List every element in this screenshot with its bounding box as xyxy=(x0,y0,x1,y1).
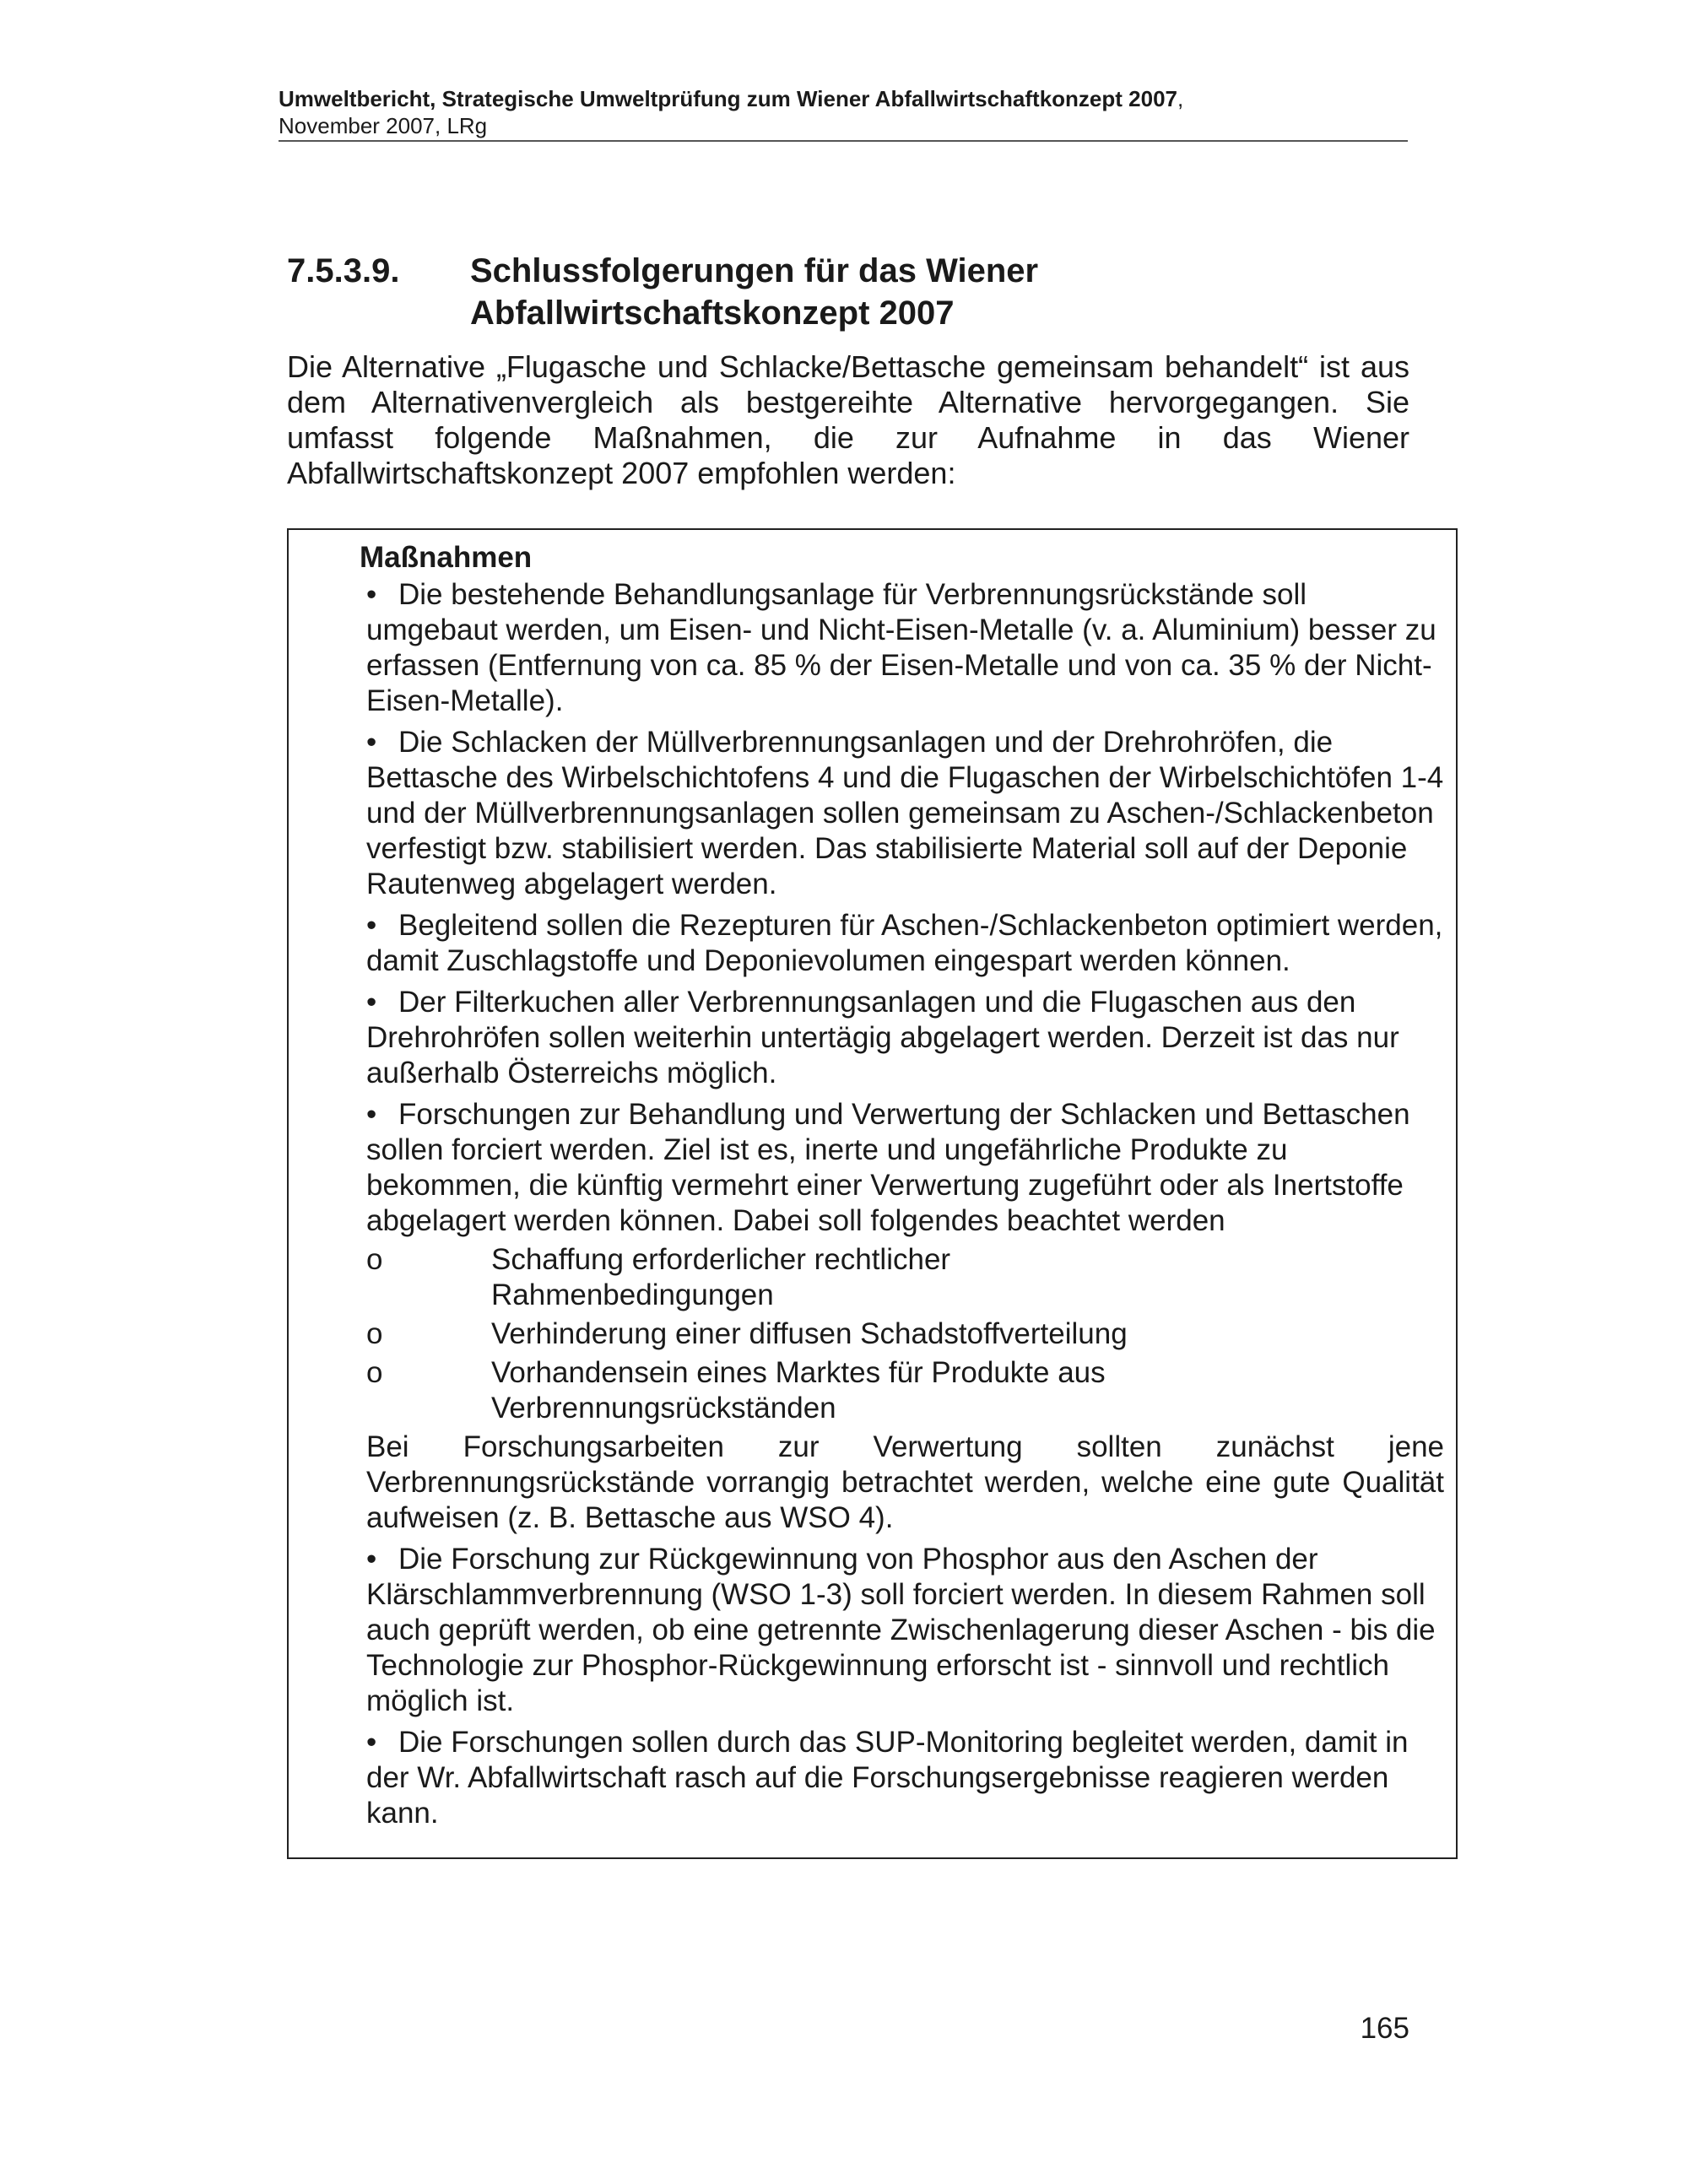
bullet-icon: • xyxy=(366,1726,377,1759)
section-title: Schlussfolgerungen für das Wiener Abfallwirtschaftskonzept 2007 xyxy=(470,252,1039,332)
bullet-icon: • xyxy=(366,909,377,942)
section-number: 7.5.3.9. xyxy=(287,252,400,289)
measure-item-text: Begleitend sollen die Rezepturen für Aschen-/Schlackenbeton optimiert werden, damit Zuschlagstoffe und Deponievolumen eingespart werden können. xyxy=(366,909,1443,977)
measure-item-text: Die bestehende Behandlungsanlage für Verbrennungsrückstände soll umgebaut werden, um Eisen- und Nicht-Eisen-Metalle (v. a. Aluminium) besser zu erfassen (Entfernung von ca. 85 % der Eisen-Metalle und von ca. 35 % der Nicht-Eisen-Metalle). xyxy=(366,578,1436,717)
header-date: November 2007, LRg xyxy=(279,113,488,138)
circle-bullet-icon: o xyxy=(366,1356,383,1389)
bullet-icon: • xyxy=(366,986,377,1019)
measure-item-text: Der Filterkuchen aller Verbrennungsanlagen und die Flugaschen aus den Drehrohröfen sollen weiterhin untertägig abgelagert werden. Derzeit ist das nur außerhalb Österreichs möglich. xyxy=(366,986,1399,1089)
measures-box xyxy=(287,528,1458,1859)
circle-bullet-icon: o xyxy=(366,1317,383,1350)
page-number: 165 xyxy=(1360,2012,1409,2045)
measure-item xyxy=(366,1725,1444,1831)
measure-item xyxy=(366,577,1444,719)
measure-item xyxy=(366,985,1444,1091)
measure-item-text: Forschungen zur Behandlung und Verwertung der Schlacken und Bettaschen sollen forciert werden. Ziel ist es, inerte und ungefährliche Produkte zu bekommen, die künftig vermehrt einer Verwertung zugeführt oder als Inertstoffe abgelagert werden können. Dabei soll folgendes beachtet werden xyxy=(366,1098,1410,1237)
measure-item-text: Die Schlacken der Müllverbrennungsanlagen und der Drehrohröfen, die Bettasche des Wirbelschichtofens 4 und die Flugaschen der Wirbelschichtöfen 1-4 und der Müllverbrennungsanlagen sollen gemeinsam zu Aschen-/Schlackenbeton verfestigt bzw. stabilisiert werden. Das stabilisierte Material soll auf der Deponie Rautenweg abgelagert werden. xyxy=(366,726,1444,900)
measures-content xyxy=(360,540,1444,1837)
circle-bullet-icon: o xyxy=(366,1243,383,1276)
measure-item xyxy=(366,1542,1444,1719)
header-title-text: Umweltbericht, Strategische Umweltprüfung zum Wiener Abfallwirtschaftkonzept 2007 xyxy=(279,86,1177,111)
measure-item xyxy=(366,725,1444,902)
section-heading xyxy=(287,250,1418,334)
measure-item xyxy=(366,908,1444,979)
research-note: Bei Forschungsarbeiten zur Verwertung sollten zunächst jene Verbrennungsrückstände vorrangig betrachtet werden, welche eine gute Qualität aufweisen (z. B. Bettasche aus WSO 4). xyxy=(366,1430,1444,1534)
sub-list-item xyxy=(366,1316,1444,1352)
header-title xyxy=(279,84,1408,113)
bullet-icon: • xyxy=(366,1098,377,1131)
measure-item xyxy=(366,1097,1444,1239)
page-header xyxy=(279,84,1408,142)
intro-paragraph: Die Alternative „Flugasche und Schlacke/Bettasche gemeinsam behandelt“ ist aus dem Alternativenvergleich als bestgereihte Alternative hervorgegangen. Sie umfasst folgende Maßnahmen, die zur Aufnahme in das Wiener Abfallwirtschaftskonzept 2007 empfohlen werden: xyxy=(287,349,1409,490)
sub-list-item-text: Verhinderung einer diffusen Schadstoffverteilung xyxy=(491,1317,1128,1350)
sub-list-item-text: Schaffung erforderlicher rechtlicher Rahmenbedingungen xyxy=(491,1243,951,1311)
bullet-icon: • xyxy=(366,578,377,611)
sub-list-item-text: Vorhandensein eines Marktes für Produkte aus Verbrennungsrückständen xyxy=(491,1356,1106,1424)
sub-list-item xyxy=(366,1355,1444,1426)
measures-title: Maßnahmen xyxy=(360,541,533,574)
measure-item-text: Die Forschung zur Rückgewinnung von Phosphor aus den Aschen der Klärschlammverbrennung (WSO 1-3) soll forciert werden. In diesem Rahmen soll auch geprüft werden, ob eine getrennte Zwischenlagerung dieser Aschen - bis die Technologie zur Phosphor-Rückgewinnung erforscht ist - sinnvoll und rechtlich möglich ist. xyxy=(366,1543,1436,1717)
measure-item-text: Die Forschungen sollen durch das SUP-Monitoring begleitet werden, damit in der Wr. Abfallwirtschaft rasch auf die Forschungsergebnisse reagieren werden kann. xyxy=(366,1726,1409,1830)
header-title-comma: , xyxy=(1177,86,1184,111)
bullet-icon: • xyxy=(366,726,377,759)
sub-list-item xyxy=(366,1242,1444,1313)
bullet-icon: • xyxy=(366,1543,377,1576)
sub-list xyxy=(366,1242,1444,1426)
